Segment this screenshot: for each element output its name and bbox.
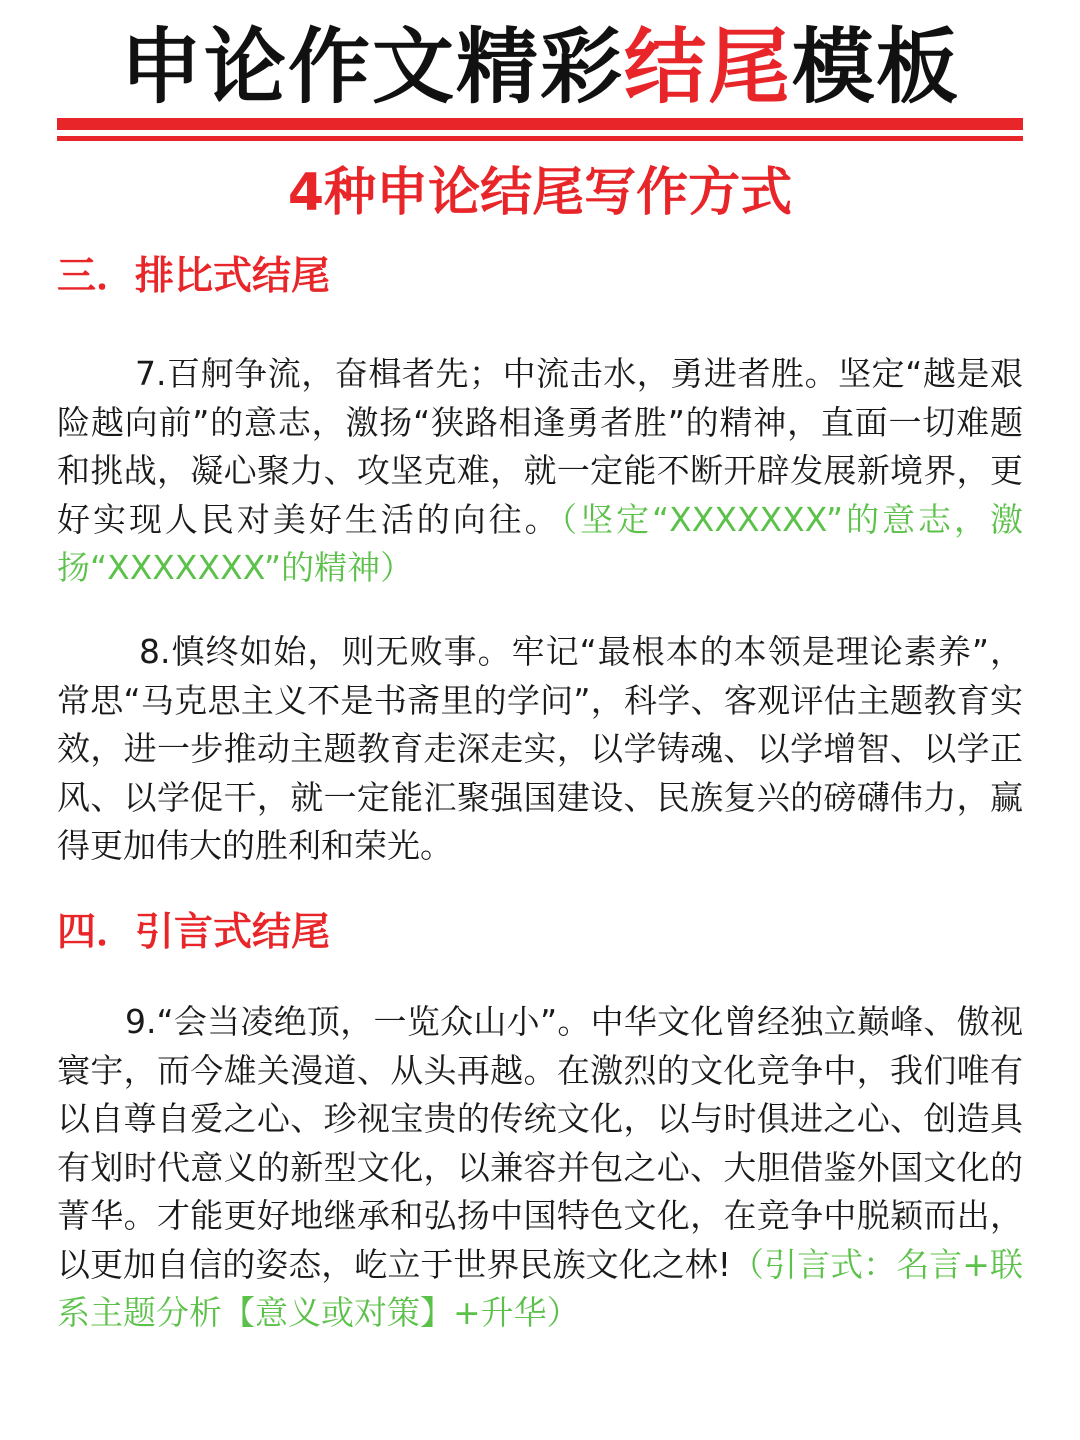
section-heading-quotation: 四．引言式结尾 [57,910,331,955]
paragraph-7 [57,350,1023,593]
title-rule-thick [57,118,1023,130]
paragraph-7-note: （坚定“XXXXXXX”的意志，激扬“XXXXXXX”的精神） [57,499,1024,587]
paragraph-8-text: 8.慎终如始，则无败事。牢记“最根本的本领是理论素养”，常思“马克思主义不是书斋里的学问”，科学、客观评估主题教育实效，进一步推动主题教育走深走实，以学铸魂、以学增智、以学正风、以学促干，就一定能汇聚强国建设、民族复兴的磅礴伟力，赢得更加伟大的胜利和荣光。 [57,632,1023,865]
paragraph-8 [57,628,1023,871]
paragraph-9 [57,998,1023,1338]
main-title [0,18,1080,118]
title-highlight: 结尾 [623,20,792,115]
subtitle: 4种申论结尾写作方式 [287,163,793,223]
title-rule-thin [57,136,1023,141]
title-part-1: 申论作文精彩 [119,20,624,115]
paragraph-9-note: （引言式：名言+联系主题分析【意义或对策】+升华） [57,1244,1023,1332]
paragraph-7-text: 7.百舸争流，奋楫者先；中流击水，勇进者胜。坚定“越是艰险越向前”的意志，激扬“狭路相逢勇者胜”的精神，直面一切难题和挑战，凝心聚力、攻坚克难，就一定能不断开辟发展新境界，更好实现人民对美好生活的向往。 [57,354,1023,539]
paragraph-9-text: 9.“会当凌绝顶，一览众山小”。中华文化曾经独立巅峰、傲视寰宇，而今雄关漫道、从头再越。在激烈的文化竞争中，我们唯有以自尊自爱之心、珍视宝贵的传统文化，以与时俱进之心、创造具有划时代意义的新型文化，以兼容并包之心、大胆借鉴外国文化的菁华。才能更好地继承和弘扬中国特色文化，在竞争中脱颖而出，以更加自信的姿态，屹立于世界民族文化之林! [57,1002,1023,1284]
section-heading-parallelism: 三．排比式结尾 [57,254,331,299]
title-part-3: 模板 [792,20,961,115]
